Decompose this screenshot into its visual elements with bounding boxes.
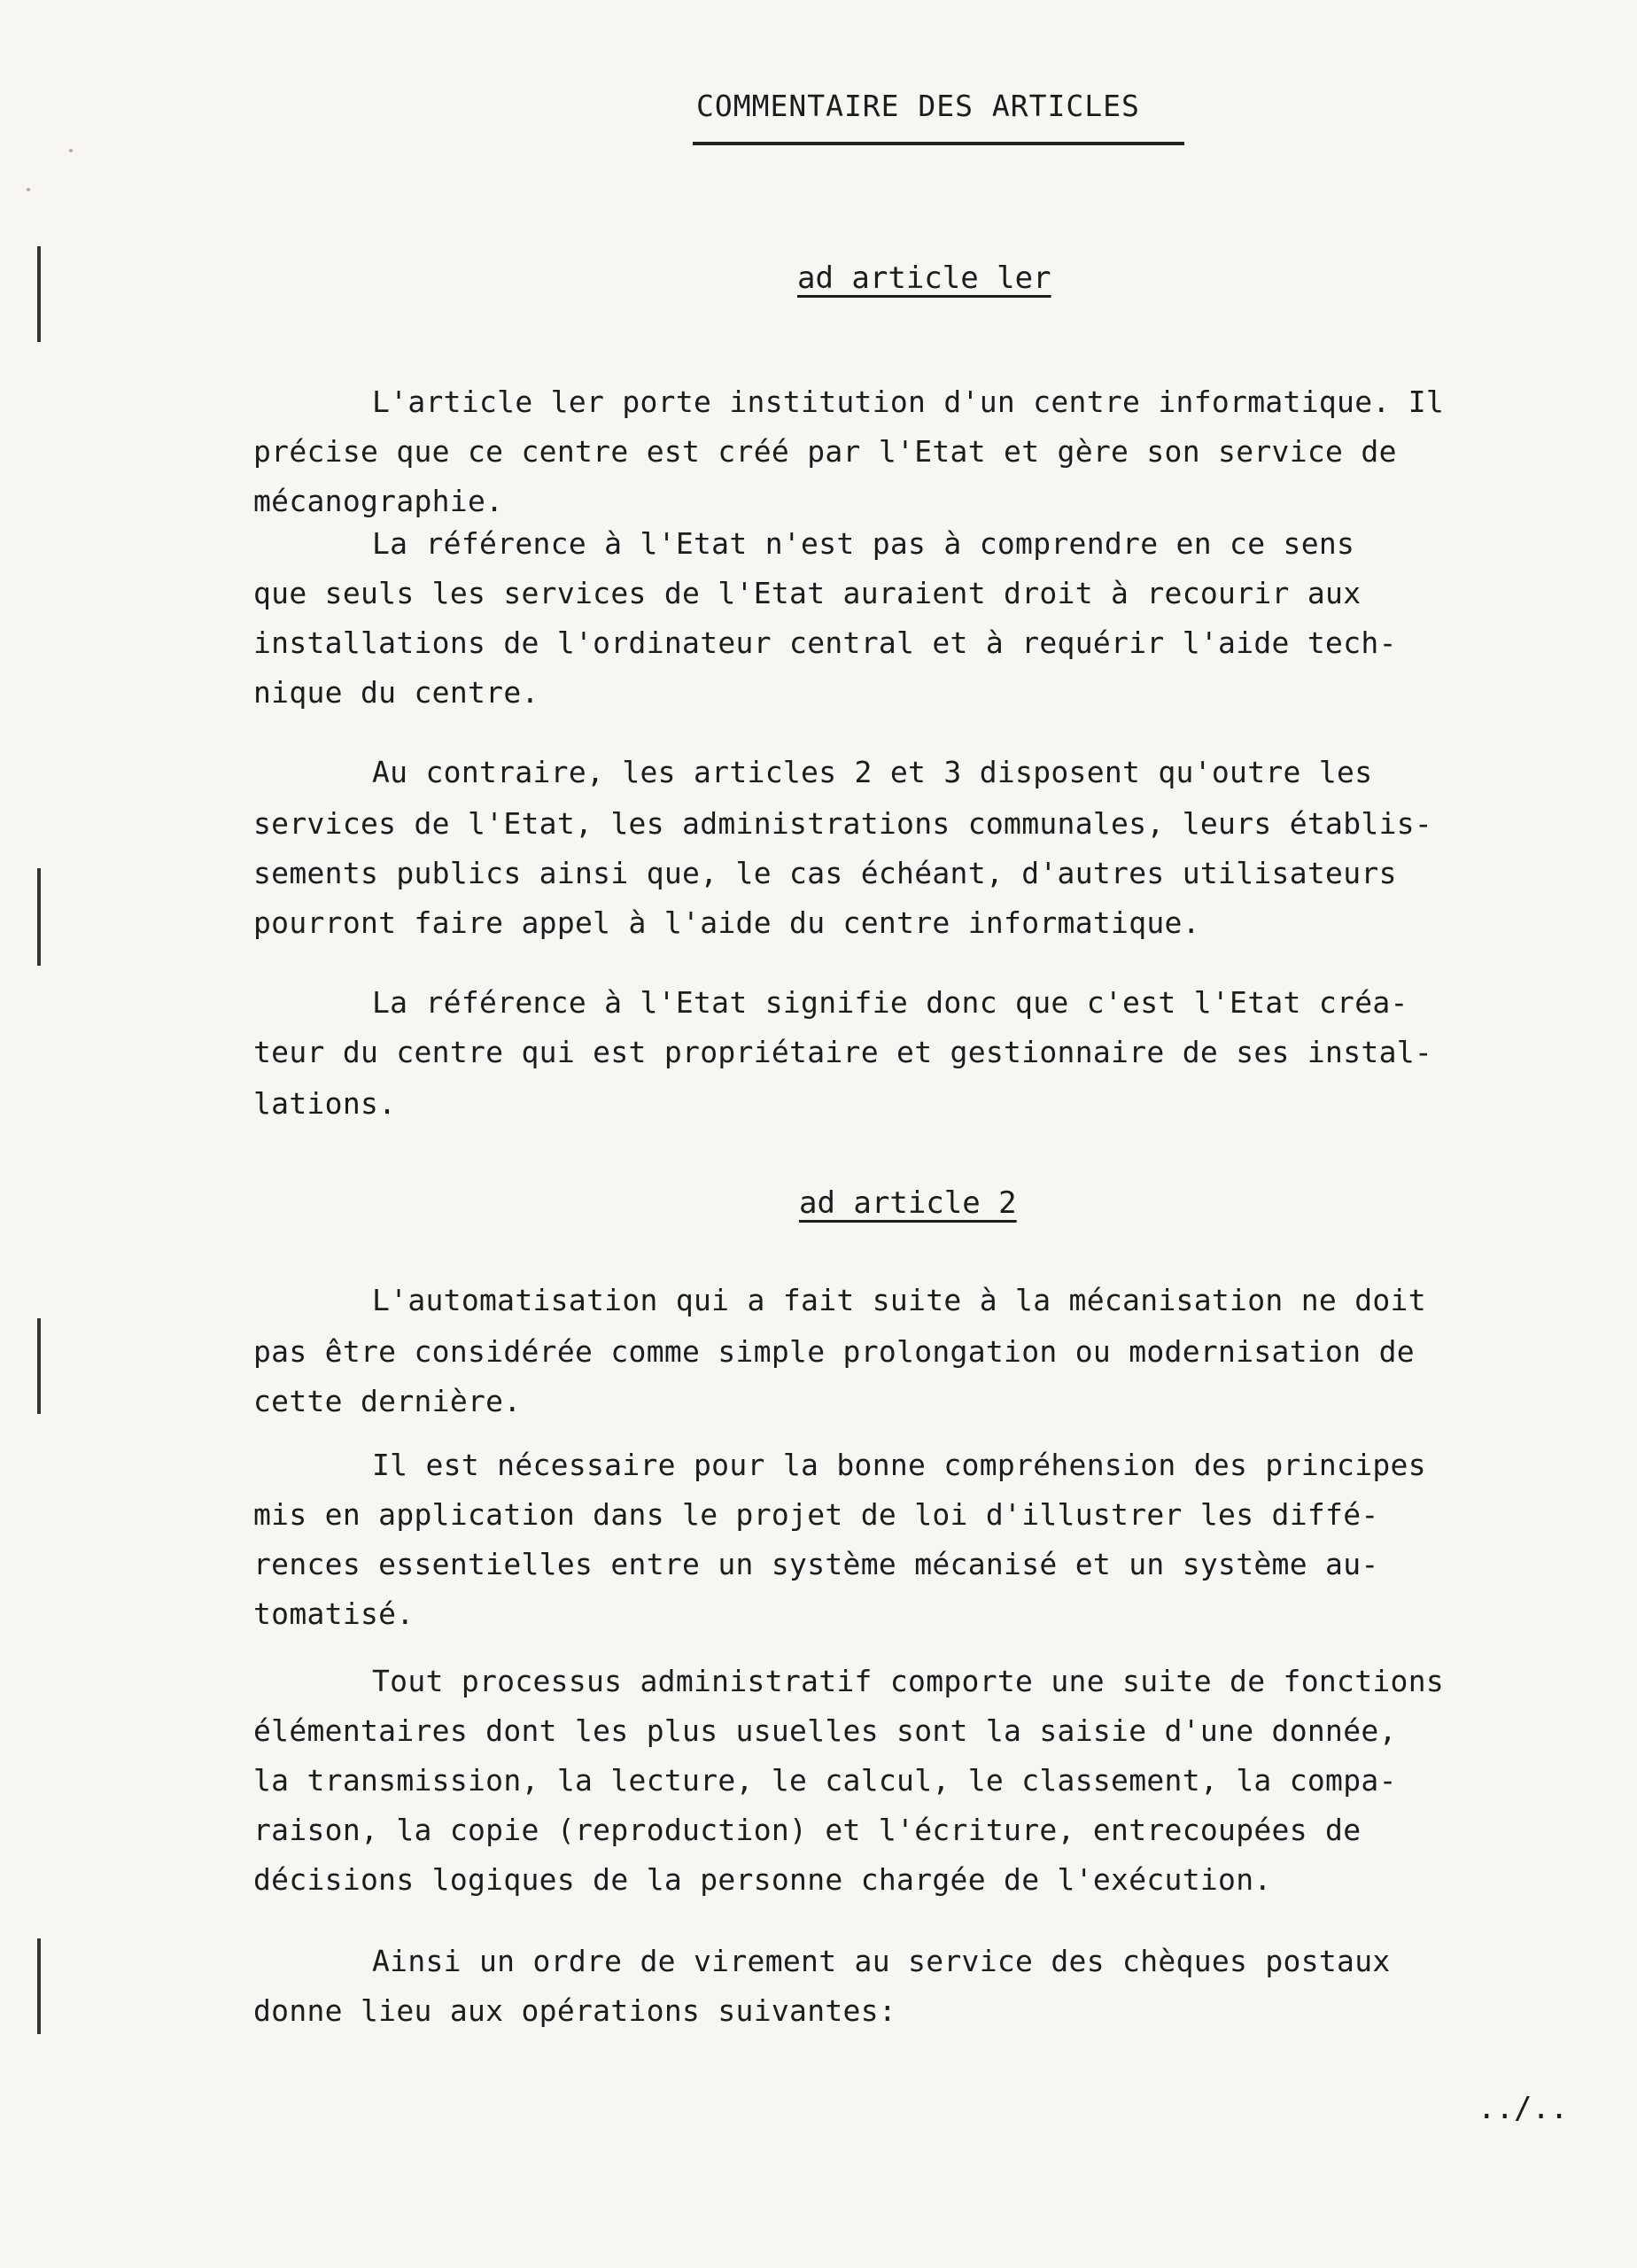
margin-bar — [37, 1318, 41, 1414]
document-title: COMMENTAIRE DES ARTICLES — [696, 89, 1140, 123]
paragraph-line: précise que ce centre est créé par l'Etat et gère son service de — [253, 434, 1397, 469]
paragraph-line: donne lieu aux opérations suivantes: — [253, 1993, 897, 2028]
paragraph-line: raison, la copie (reproduction) et l'écriture, entrecoupées de — [253, 1813, 1362, 1847]
title-underline — [693, 142, 1184, 145]
paper-speck — [27, 188, 30, 191]
paragraph-line: L'article ler porte institution d'un centre informatique. Il — [372, 384, 1445, 419]
paragraph-line: Ainsi un ordre de virement au service des chèques postaux — [372, 1944, 1391, 1978]
paragraph-line: L'automatisation qui a fait suite à la mécanisation ne doit — [372, 1283, 1426, 1317]
paragraph-line: lations. — [253, 1086, 397, 1121]
paragraph-line: élémentaires dont les plus usuelles sont la saisie d'une donnée, — [253, 1713, 1397, 1748]
paragraph-line: Au contraire, les articles 2 et 3 disposent qu'outre les — [372, 755, 1373, 789]
section-heading-article-1: ad article ler — [797, 260, 1051, 296]
paragraph-line: que seuls les services de l'Etat auraient droit à recourir aux — [253, 576, 1362, 610]
paragraph-line: tomatisé. — [253, 1596, 415, 1631]
margin-bar — [37, 246, 41, 342]
paragraph-line: mécanographie. — [253, 484, 504, 518]
paragraph-line: Tout processus administratif comporte une suite de fonctions — [372, 1664, 1445, 1698]
paragraph-line: La référence à l'Etat signifie donc que c'est l'Etat créa- — [372, 985, 1408, 1020]
paper-speck — [69, 149, 73, 152]
paragraph-line: sements publics ainsi que, le cas échéant, d'autres utilisateurs — [253, 856, 1397, 890]
margin-bar — [37, 1938, 41, 2034]
section-heading-article-2: ad article 2 — [799, 1185, 1017, 1221]
paragraph-line: pourront faire appel à l'aide du centre informatique. — [253, 905, 1200, 940]
paragraph-line: Il est nécessaire pour la bonne compréhension des principes — [372, 1448, 1426, 1482]
paragraph-line: rences essentielles entre un système mécanisé et un système au- — [253, 1547, 1379, 1581]
paragraph-line: cette dernière. — [253, 1384, 522, 1418]
paragraph-line: décisions logiques de la personne chargée de l'exécution. — [253, 1862, 1272, 1897]
paragraph-line: la transmission, la lecture, le calcul, le classement, la compa- — [253, 1763, 1397, 1798]
margin-bar — [37, 868, 41, 966]
paragraph-line: teur du centre qui est propriétaire et gestionnaire de ses instal- — [253, 1035, 1433, 1069]
continuation-mark: ../.. — [1478, 2091, 1569, 2126]
paragraph-line: installations de l'ordinateur central et à requérir l'aide tech- — [253, 625, 1397, 660]
paragraph-line: La référence à l'Etat n'est pas à comprendre en ce sens — [372, 526, 1355, 561]
paragraph-line: mis en application dans le projet de loi d'illustrer les diffé- — [253, 1497, 1379, 1532]
paragraph-line: pas être considérée comme simple prolongation ou modernisation de — [253, 1334, 1415, 1369]
paragraph-line: nique du centre. — [253, 675, 539, 710]
paragraph-line: services de l'Etat, les administrations communales, leurs établis- — [253, 806, 1433, 841]
